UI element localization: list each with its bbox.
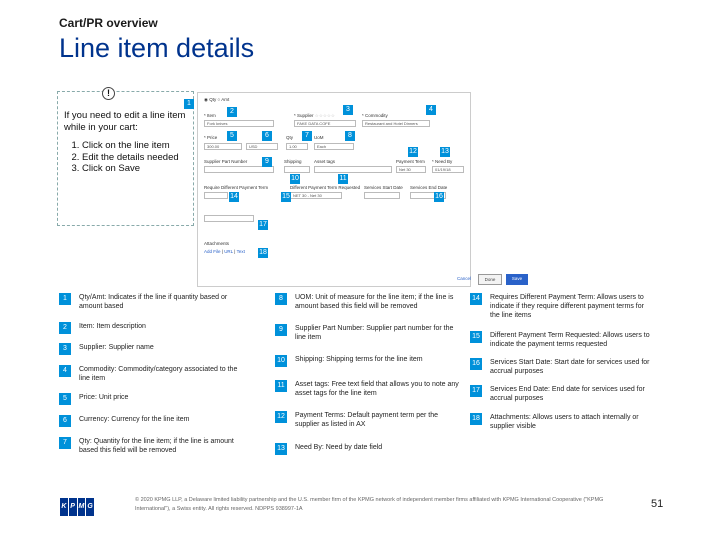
legend-text: Asset tags: Free text field that allows you to note any asset tags for the line item xyxy=(295,381,459,397)
payment-term-select[interactable]: Net 30 xyxy=(396,166,426,173)
qty-input[interactable]: 1.00 xyxy=(286,143,308,150)
badge-3: 3 xyxy=(343,105,353,115)
line-item-form-screenshot: 1 ◉ Qty ○ Amt * Item 2 Fork knives * Supplier ☆☆☆☆☆ 3 FAKE DATA COFE * Commodity 4 Restaurant and Hotel Dinners * Price 5 300.00 6 USD Qty 7 1.00 UoM 8 Each 12 13 Supplier Part Number 9 Shipping Asset tags 10 11 Payment Term Net 30 * Need By 01/19/18 Require Different Payment Term 14 Different Payment Term Requested NET 30 - Net 30 15 Services Start Date Services End Date 16 17 Attachments Add File | URL | Text 18 Cancel Done Save xyxy=(197,92,471,287)
need-by-label: * Need By xyxy=(432,159,453,164)
badge-8: 8 xyxy=(345,131,355,141)
badge-10: 10 xyxy=(291,175,299,182)
supplier-part-number-label: Supplier Part Number xyxy=(204,159,248,164)
legend-text: Qty/Amt: Indicates if the line if quantity based or amount based xyxy=(79,294,228,310)
legend-text: Supplier: Supplier name xyxy=(79,344,154,351)
legend-badge: 7 xyxy=(59,437,71,449)
legend-text: Item: Item description xyxy=(79,323,146,330)
tip-callout xyxy=(57,88,194,226)
badge-2: 2 xyxy=(227,107,237,117)
need-by-date-input[interactable]: 01/19/18 xyxy=(432,166,464,173)
cancel-button[interactable]: Cancel xyxy=(456,276,471,281)
page-title: Line item details xyxy=(59,33,255,63)
diff-term-label: Require Different Payment Term xyxy=(204,185,269,190)
done-button[interactable]: Done xyxy=(478,274,502,285)
shipping-select[interactable] xyxy=(284,166,310,173)
legend-text: Attachments: Allows users to attach internally or supplier visible xyxy=(490,414,639,430)
legend-badge: 12 xyxy=(275,411,287,423)
legend-badge: 6 xyxy=(59,415,71,427)
legend-text: Supplier Part Number: Supplier part number for the line item xyxy=(295,325,454,341)
price-label: * Price xyxy=(204,135,218,140)
badge-5: 5 xyxy=(227,131,237,141)
badge-15: 15 xyxy=(282,193,290,200)
diff-term-requested-label: Different Payment Term Requested xyxy=(290,185,361,190)
callout-intro: If you need to edit a line item while in your cart: xyxy=(64,110,186,133)
logo-letter: P xyxy=(69,498,77,516)
shipping-label: Shipping xyxy=(284,159,302,164)
logo-letter: G xyxy=(86,498,94,516)
legend-text: Currency: Currency for the line item xyxy=(79,416,190,423)
item-label: * Item xyxy=(204,113,216,118)
legend-text: Shipping: Shipping terms for the line item xyxy=(295,356,423,363)
legend-badge: 10 xyxy=(275,355,287,367)
badge-7: 7 xyxy=(302,131,312,141)
services-start-label: Services Start Date xyxy=(364,185,403,190)
url-link[interactable]: URL xyxy=(224,249,234,254)
payment-term-label: Payment Term xyxy=(396,159,425,164)
legend-text: Need By: Need by date field xyxy=(295,444,383,451)
add-file-link[interactable]: Add File xyxy=(204,249,221,254)
price-input[interactable]: 300.00 xyxy=(204,143,242,150)
item-input[interactable]: Fork knives xyxy=(204,120,274,127)
legend-text: Commodity: Commodity/category associated to the line item xyxy=(79,366,238,382)
legend-badge: 16 xyxy=(470,358,482,370)
qty-label: Qty xyxy=(286,135,294,140)
kpmg-logo xyxy=(60,498,94,516)
badge-18: 18 xyxy=(259,249,267,256)
commodity-label: * Commodity xyxy=(362,113,388,118)
badge-13: 13 xyxy=(441,148,449,155)
badge-16: 16 xyxy=(435,193,443,200)
diff-term-select[interactable] xyxy=(204,192,228,199)
legend-text: Requires Different Payment Term: Allows users to indicate if they require different payment terms for the line items xyxy=(490,294,644,319)
services-start-input[interactable] xyxy=(364,192,400,199)
legend-text: Services End Date: End date for services used for accrual purposes xyxy=(490,386,645,402)
legend-text: Payment Terms: Default payment term per the supplier as listed in AX xyxy=(295,412,439,428)
badge-1: 1 xyxy=(184,99,194,109)
logo-letter: K xyxy=(60,498,68,516)
badge-9: 9 xyxy=(262,157,272,167)
copyright-notice: © 2020 KPMG LLP, a Delaware limited liability partnership and the U.S. member firm of the KPMG network of independent member firms affiliated with KPMG International Cooperative ("KPMG International"), a Swiss entity. All rights reserved. NDPPS 938997-1A xyxy=(135,497,604,512)
callout-steps xyxy=(64,140,187,175)
callout-step: 3. Click on Save xyxy=(82,163,187,175)
supplier-input[interactable]: FAKE DATA COFE xyxy=(294,120,356,127)
uom-label: UoM xyxy=(314,135,324,140)
badge-17: 17 xyxy=(259,221,267,228)
amt-radio[interactable]: ○ xyxy=(217,97,222,102)
diff-term-requested-select[interactable]: NET 30 - Net 30 xyxy=(290,192,342,199)
asset-tags-label: Asset tags xyxy=(314,159,336,164)
legend-badge: 9 xyxy=(275,324,287,336)
legend-text: UOM: Unit of measure for the line item; if the line is amount based this field will be removed xyxy=(295,294,454,310)
legend-text: Qty: Quantity for the line item; if the line is amount based this field will be removed xyxy=(79,438,234,454)
currency-select[interactable]: USD xyxy=(246,143,278,150)
legend-badge: 13 xyxy=(275,443,287,455)
attachments-label: Attachments xyxy=(204,241,230,246)
legend-badge: 14 xyxy=(470,293,482,305)
badge-12: 12 xyxy=(409,148,417,155)
badge-6: 6 xyxy=(262,131,272,141)
legend-badge: 15 xyxy=(470,331,482,343)
page-number: 51 xyxy=(651,498,664,510)
services-end-label: Services End Date xyxy=(410,185,448,190)
callout-step: 1. Click on the line item xyxy=(82,140,187,152)
services-field-input[interactable] xyxy=(204,215,254,222)
amt-radio-label: Amt xyxy=(221,97,230,102)
legend-badge: 3 xyxy=(59,343,71,355)
uom-select[interactable]: Each xyxy=(314,143,354,150)
logo-letter: M xyxy=(78,498,86,516)
legend-badge: 17 xyxy=(470,385,482,397)
supplier-part-number-input[interactable] xyxy=(204,166,274,173)
qty-radio-label: Qty xyxy=(209,97,217,102)
supplier-label: * Supplier xyxy=(294,113,314,118)
save-button[interactable]: Save xyxy=(506,274,528,285)
legend-badge: 5 xyxy=(59,393,71,405)
section-label: Cart/PR overview xyxy=(59,16,158,30)
qty-radio[interactable]: ◉ xyxy=(204,97,210,102)
asset-tags-input[interactable] xyxy=(314,166,392,173)
legend-text: Price: Unit price xyxy=(79,394,129,401)
legend-badge: 18 xyxy=(470,413,482,425)
rating-stars-icon: ☆☆☆☆☆ xyxy=(314,113,335,118)
legend-text: Services Start Date: Start date for services used for accrual purposes xyxy=(490,359,650,375)
alert-icon: ! xyxy=(102,87,115,100)
legend-badge: 2 xyxy=(59,322,71,334)
callout-step: 2. Edit the details needed xyxy=(82,152,187,164)
commodity-input[interactable]: Restaurant and Hotel Dinners xyxy=(362,120,430,127)
legend-badge: 4 xyxy=(59,365,71,377)
badge-14: 14 xyxy=(230,193,238,200)
legend-badge: 1 xyxy=(59,293,71,305)
legend-badge: 8 xyxy=(275,293,287,305)
text-link[interactable]: Text xyxy=(236,249,245,254)
legend-text: Different Payment Term Requested: Allows users to indicate the payment terms requested xyxy=(490,332,650,348)
legend-badge: 11 xyxy=(275,380,287,392)
badge-4: 4 xyxy=(426,105,436,115)
badge-11: 11 xyxy=(339,175,347,182)
